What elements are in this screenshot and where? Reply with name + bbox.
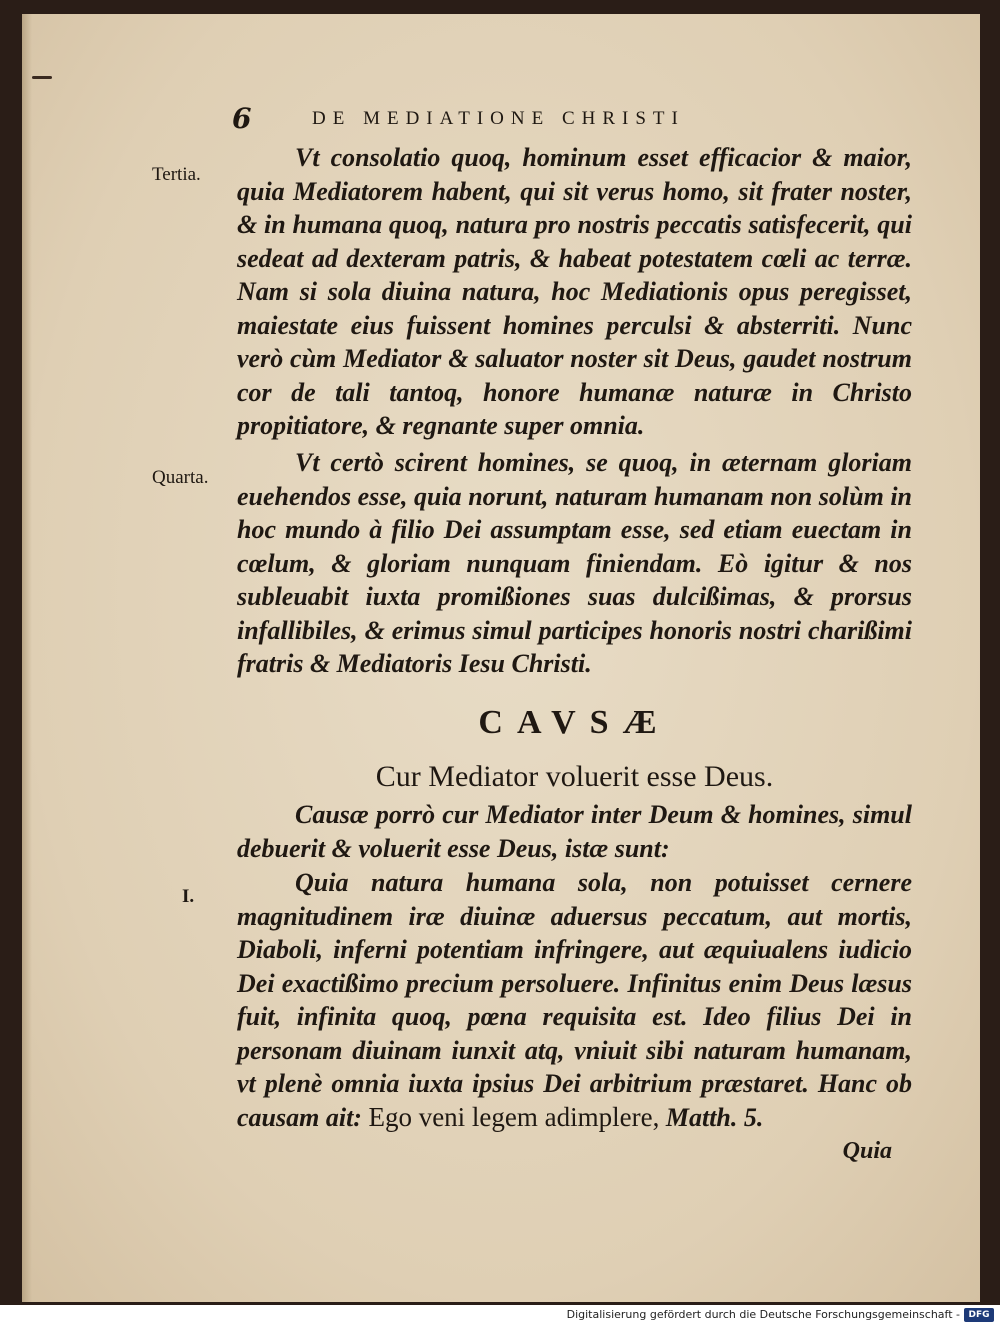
margin-note-numeral: I. — [182, 886, 195, 907]
book-page — [22, 14, 980, 1302]
paragraph-tertia: Vt consolatio quoq, hominum esset efficacior & maior, quia Mediatorem habent, qui sit verus homo, sit frater noster, & in humana quoq, natura pro nostris peccatis satisfecerit, qui sedeat ad dexteram patris, & habeat potestatem cœli ac terræ. Nam si sola diuina natura, hoc Mediationis opus peregisset, maiestate eius fuissent homines perculsi & absterriti. Nunc verò cùm Mediator & saluator noster sit Deus, gaudet nostrum cor de tali tantoq, honore humanæ naturæ in Christo propitiatore, & regnante super omnia. — [237, 143, 912, 440]
catchword: Quia — [842, 1138, 892, 1164]
paragraph-quarta: Vt certò scirent homines, se quoq, in æternam gloriam euehendos esse, quia norunt, naturam humanam non solùm in hoc mundo à filio Dei assumptam esse, sed etiam euectam in cœlum, & gloriam nunquam finiendam. Eò igitur & nos subleuabit iuxta promißiones suas dulcißimas, & prorsus infallibiles, & erimus simul participes honoris nostri charißimi fratris & Mediatoris Iesu Christi. — [237, 448, 912, 678]
running-title: DE MEDIATIONE CHRISTI — [312, 108, 685, 129]
margin-note-quarta: Quarta. — [152, 467, 209, 488]
page-number: 6 — [232, 102, 252, 135]
page-edge-mark — [32, 76, 52, 79]
scripture-reference: Matth. 5. — [665, 1102, 764, 1132]
page-edge-shadow — [22, 14, 32, 1302]
paragraph-causae-intro: Causæ porrò cur Mediator inter Deum & homines, simul debuerit & voluerit esse Deus, istæ sunt: — [237, 800, 912, 863]
first-cause-text: Quia natura humana sola, non potuisset cernere magnitudinem iræ diuinæ aduersus peccatum, aut mortis, Diaboli, inferni potentiam infringere, aut æquiualens iudicio Dei exactißimo precium persoluere. Infinitus enim Deus læsus fuit, infinita quoq, pœna requisita est. Ideo filius Dei in personam diuinam iunxit atq, vniuit sibi naturam humanam, vt plenè omnia iuxta ipsius Dei arbitrium præstaret. Hanc ob causam ait: — [237, 868, 912, 1132]
scripture-quote: Ego veni legem adimplere, — [368, 1101, 660, 1132]
dfg-logo: DFG — [964, 1308, 994, 1322]
section-subheading: Cur Mediator voluerit esse Deus. — [375, 760, 774, 793]
footer-bar — [0, 1305, 1000, 1325]
margin-note-tertia: Tertia. — [152, 164, 201, 185]
footer-credit: Digitalisierung gefördert durch die Deutsche Forschungsgemeinschaft - — [566, 1308, 960, 1321]
paragraph-first-cause — [237, 866, 912, 1134]
section-heading: CAVSÆ — [478, 704, 671, 741]
running-head — [232, 102, 932, 136]
